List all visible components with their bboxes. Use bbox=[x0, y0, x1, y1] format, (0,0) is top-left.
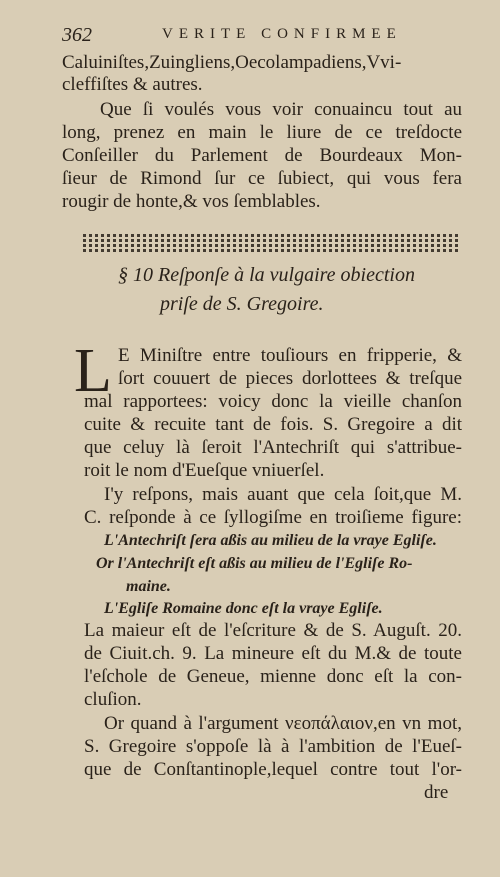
text-line: rougir de honte,& vos ſemblables. bbox=[62, 191, 321, 212]
text-line: cluſion. bbox=[84, 689, 142, 710]
text-line: Conſeiller du Parlement de Bourdeaux Mon- bbox=[62, 145, 462, 166]
text-line: que de Conſtantinople,lequel contre tout l'or- bbox=[84, 759, 462, 780]
syllogism-minor-cont: maine. bbox=[126, 578, 171, 595]
text-line: de Ciuit.ch. 9. La mineure eſt du M.& de toute bbox=[84, 643, 462, 664]
section-heading-line1: § 10 Reſponſe à la vulgaire obiection bbox=[118, 264, 415, 286]
text-line: Caluiniſtes,Zuingliens,Oecolampadiens,Vvi- bbox=[62, 52, 402, 73]
drop-cap: L bbox=[74, 337, 112, 405]
text-line: La maieur eſt de l'eſcriture & de S. Auguſt. 20. bbox=[84, 620, 462, 641]
text-line: C. reſponde à ce ſyllogiſme en troiſieme figure: bbox=[84, 507, 462, 528]
text-line: cleffiſtes & autres. bbox=[62, 74, 203, 95]
text-line: cuite & recuite tant de fois. S. Gregoire a dit bbox=[84, 414, 462, 435]
text-line: I'y reſpons, mais auant que cela ſoit,que M. bbox=[104, 484, 462, 505]
text-line: E Miniſtre entre touſiours en fripperie, & bbox=[118, 345, 462, 366]
text-line: Or quand à l'argument νεοπάλαιον,en vn mot, bbox=[104, 713, 462, 734]
text-line: mal rapportees: voicy donc la vieille chanſon bbox=[84, 391, 462, 412]
text-line: l'eſchole de Geneue, mienne donc eſt la con- bbox=[84, 666, 462, 687]
text-line: ſort couuert de pieces dorlottees & treſque bbox=[118, 368, 462, 389]
page-number: 362 bbox=[62, 24, 92, 46]
page-header bbox=[62, 24, 462, 46]
ornamental-rule bbox=[83, 234, 461, 252]
text-line: roit le nom d'Eueſque vniuerſel. bbox=[84, 460, 325, 481]
text-line: ſieur de Rimond ſur ce ſubiect, qui vous fera bbox=[62, 168, 462, 189]
syllogism-minor: Or l'Antechriſt eſt aßis au milieu de l'Egliſe Ro- bbox=[96, 555, 413, 572]
text-line: Que ſi voulés vous voir conuaincu tout au bbox=[100, 99, 462, 120]
text-line: S. Gregoire s'oppoſe là à l'ambition de l'Eueſ- bbox=[84, 736, 462, 757]
section-heading-line2: priſe de S. Gregoire. bbox=[160, 293, 324, 315]
syllogism-conclusion: L'Egliſe Romaine donc eſt la vraye Egliſe. bbox=[104, 600, 383, 617]
catchword: dre bbox=[424, 782, 449, 803]
text-line: que celuy là ſeroit l'Antechriſt qui s'attribue- bbox=[84, 437, 462, 458]
running-title: VERITE CONFIRMEE bbox=[162, 26, 402, 42]
text-line: long, prenez en main le liure de ce treſdocte bbox=[62, 122, 462, 143]
syllogism-major: L'Antechriſt ſera aßis au milieu de la vraye Egliſe. bbox=[104, 532, 437, 549]
